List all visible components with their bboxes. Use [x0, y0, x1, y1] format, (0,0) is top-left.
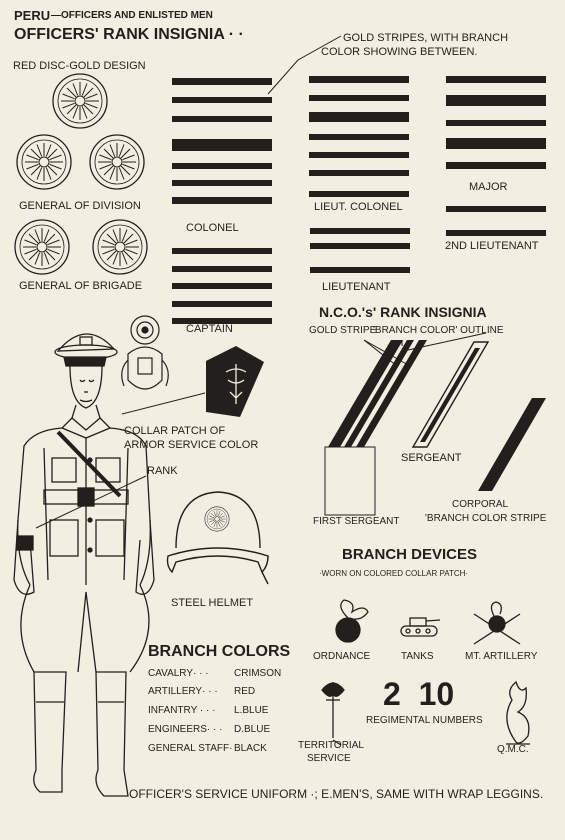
branch-devices-title: BRANCH DEVICES	[342, 546, 478, 563]
branch-colors-title: BRANCH COLORS	[148, 643, 291, 660]
header-subtitle: —OFFICERS AND ENLISTED MEN	[51, 10, 213, 21]
major-label: MAJOR	[469, 181, 508, 193]
gold-stripes-note-line1: GOLD STRIPES, WITH BRANCH	[343, 32, 509, 44]
ordnance-label: ORDNANCE	[313, 651, 371, 662]
branch-color: D.BLUE	[234, 724, 271, 735]
collar-patch-label-line1: COLLAR PATCH OF	[124, 425, 226, 437]
uniform-caption: OFFICER'S SERVICE UNIFORM ·; E.MEN'S, SAME WITH WRAP LEGGINS.	[129, 787, 544, 801]
branch-color: L.BLUE	[234, 705, 269, 716]
general-of-brigade-label: GENERAL OF BRIGADE	[19, 280, 143, 292]
general-of-division-label: GENERAL OF DIVISION	[19, 200, 141, 212]
red-disc-note: RED DISC-GOLD DESIGN	[13, 60, 146, 72]
general-sun-insignia	[15, 74, 147, 274]
branch-name: GENERAL STAFF·	[148, 743, 233, 754]
steel-helmet-drawing	[168, 492, 269, 584]
nco-branch-outline-label: 'BRANCH COLOR' OUTLINE	[373, 325, 504, 336]
collar-patch	[122, 346, 264, 417]
lieut-colonel-label: LIEUT. COLONEL	[314, 201, 403, 213]
lieutenant-label: LIEUTENANT	[322, 281, 391, 293]
branch-color: CRIMSON	[234, 668, 282, 679]
mt-artillery-label: MT. ARTILLERY	[465, 651, 538, 662]
second-lieutenant-label: 2ND LIEUTENANT	[445, 240, 539, 252]
sergeant-label: SERGEANT	[401, 452, 462, 464]
branch-color: BLACK	[234, 743, 267, 754]
collar-patch-label-line2: ARMOR SERVICE COLOR	[124, 439, 259, 451]
territorial-label-line1: TERRITORIAL	[298, 740, 364, 751]
corporal-label: CORPORAL	[452, 499, 509, 510]
rank-label: RANK	[147, 465, 178, 477]
branch-name: INFANTRY · · ·	[148, 705, 216, 716]
nco-gold-stripe-label: GOLD STRIPE	[309, 325, 377, 336]
captain-label: CAPTAIN	[186, 323, 233, 335]
qmc-label: Q.M.C.	[497, 744, 529, 755]
steel-helmet-label: STEEL HELMET	[171, 597, 254, 609]
header-country: PERU	[14, 8, 51, 23]
nco-chevrons	[325, 333, 546, 515]
branch-name: CAVALRY· · ·	[148, 668, 209, 679]
officer-figure	[14, 334, 154, 796]
branch-name: ARTILLERY· · ·	[148, 686, 218, 697]
cap-badges	[122, 316, 169, 389]
branch-name: ENGINEERS· · ·	[148, 724, 223, 735]
nco-title: N.C.O.'s' RANK INSIGNIA	[319, 304, 487, 320]
branch-devices-subtitle: ·WORN ON COLORED COLLAR PATCH·	[319, 569, 469, 578]
regimental-numbers: 2 10	[383, 676, 455, 712]
branch-color: RED	[234, 686, 256, 697]
tanks-label: TANKS	[401, 651, 434, 662]
gold-stripes-note-line2: COLOR SHOWING BETWEEN.	[321, 46, 478, 58]
regimental-numbers-label: REGIMENTAL NUMBERS	[366, 715, 483, 726]
first-sergeant-label: FIRST SERGEANT	[313, 516, 400, 527]
territorial-label-line2: SERVICE	[307, 753, 351, 764]
branch-color-stripe-label: 'BRANCH COLOR STRIPE	[425, 513, 547, 524]
colonel-label: COLONEL	[186, 222, 239, 234]
officers-rank-title: OFFICERS' RANK INSIGNIA · ·	[14, 26, 244, 43]
